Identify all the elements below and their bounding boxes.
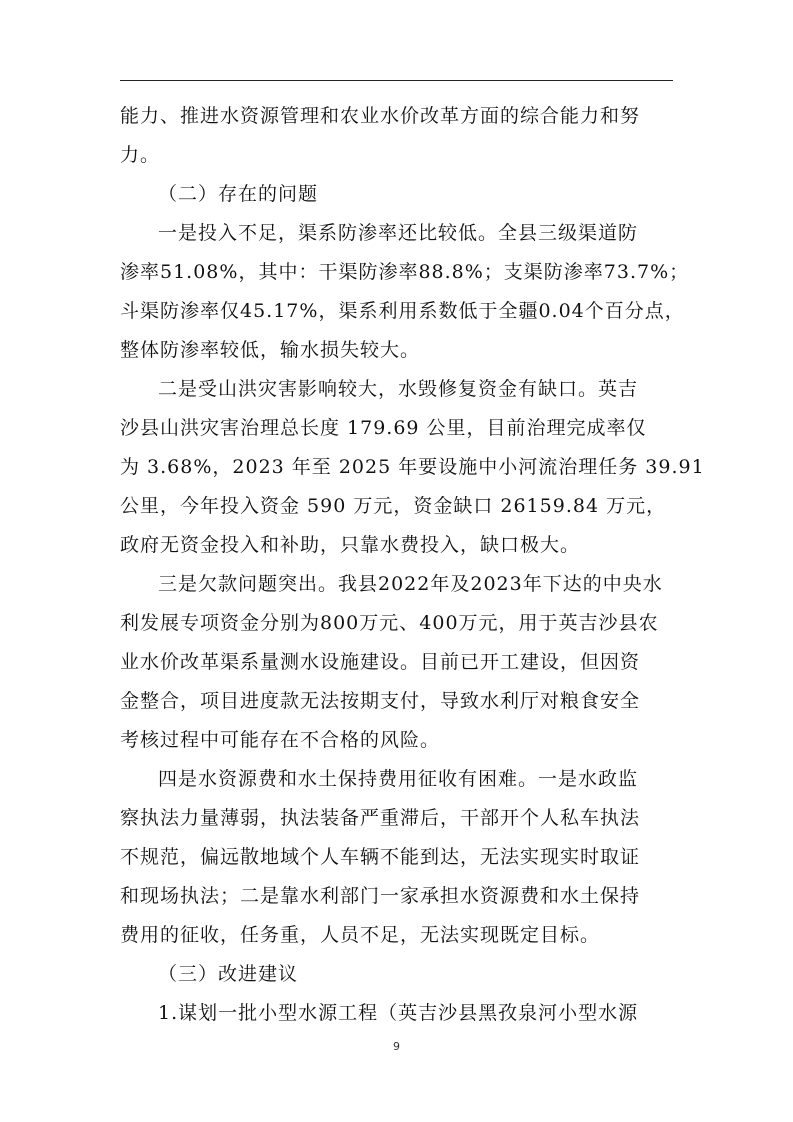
text-line: 不规范，偏远散地域个人车辆不能到达，无法实现实时取证 — [120, 846, 641, 868]
text-line: 一是投入不足，渠系防渗率还比较低。全县三级渠道防 — [158, 222, 639, 244]
text-line: 利发展专项资金分别为800万元、400万元，用于英吉沙县农 — [120, 612, 659, 634]
text-line: 三是欠款问题突出。我县2022年及2023年下达的中央水 — [158, 573, 663, 595]
text-line: 斗渠防渗率仅45.17%，渠系利用系数低于全疆0.04个百分点， — [120, 300, 685, 322]
text-line: 和现场执法；二是靠水利部门一家承担水资源费和水土保持 — [120, 885, 641, 907]
text-line: 政府无资金投入和补助，只靠水费投入，缺口极大。 — [120, 534, 581, 556]
text-line: 渗率51.08%，其中：干渠防渗率88.8%；支渠防渗率73.7%； — [120, 261, 690, 283]
text-line: 考核过程中可能存在不合格的风险。 — [120, 729, 441, 751]
text-line: 二是受山洪灾害影响较大，水毁修复资金有缺口。英吉 — [158, 378, 639, 400]
text-line: 为 3.68%，2023 年至 2025 年要设施中小河流治理任务 39.91 — [120, 456, 705, 478]
text-line: 整体防渗率较低，输水损失较大。 — [120, 339, 421, 361]
page-number: 9 — [393, 1040, 400, 1053]
text-line: 1.谋划一批小型水源工程（英吉沙县黑孜泉河小型水源 — [158, 1002, 639, 1024]
section-heading: （三）改进建议 — [158, 963, 299, 985]
text-line: 能力、推进水资源管理和农业水价改革方面的综合能力和努 — [120, 105, 641, 127]
text-line: 业水价改革渠系量测水设施建设。目前已开工建设，但因资 — [120, 651, 641, 673]
section-heading: （二）存在的问题 — [158, 183, 319, 205]
text-line: 沙县山洪灾害治理总长度 179.69 公里，目前治理完成率仅 — [120, 417, 647, 439]
text-line: 费用的征收，任务重，人员不足，无法实现既定目标。 — [120, 924, 601, 946]
text-line: 察执法力量薄弱，执法装备严重滞后，干部开个人私车执法 — [120, 807, 641, 829]
text-line: 四是水资源费和水土保持费用征收有困难。一是水政监 — [158, 768, 639, 790]
text-line: 公里，今年投入资金 590 万元，资金缺口 26159.84 万元， — [120, 495, 667, 517]
text-line: 力。 — [120, 144, 161, 166]
text-line: 金整合，项目进度款无法按期支付，导致水利厅对粮食安全 — [120, 690, 641, 712]
header-rule — [120, 80, 673, 81]
